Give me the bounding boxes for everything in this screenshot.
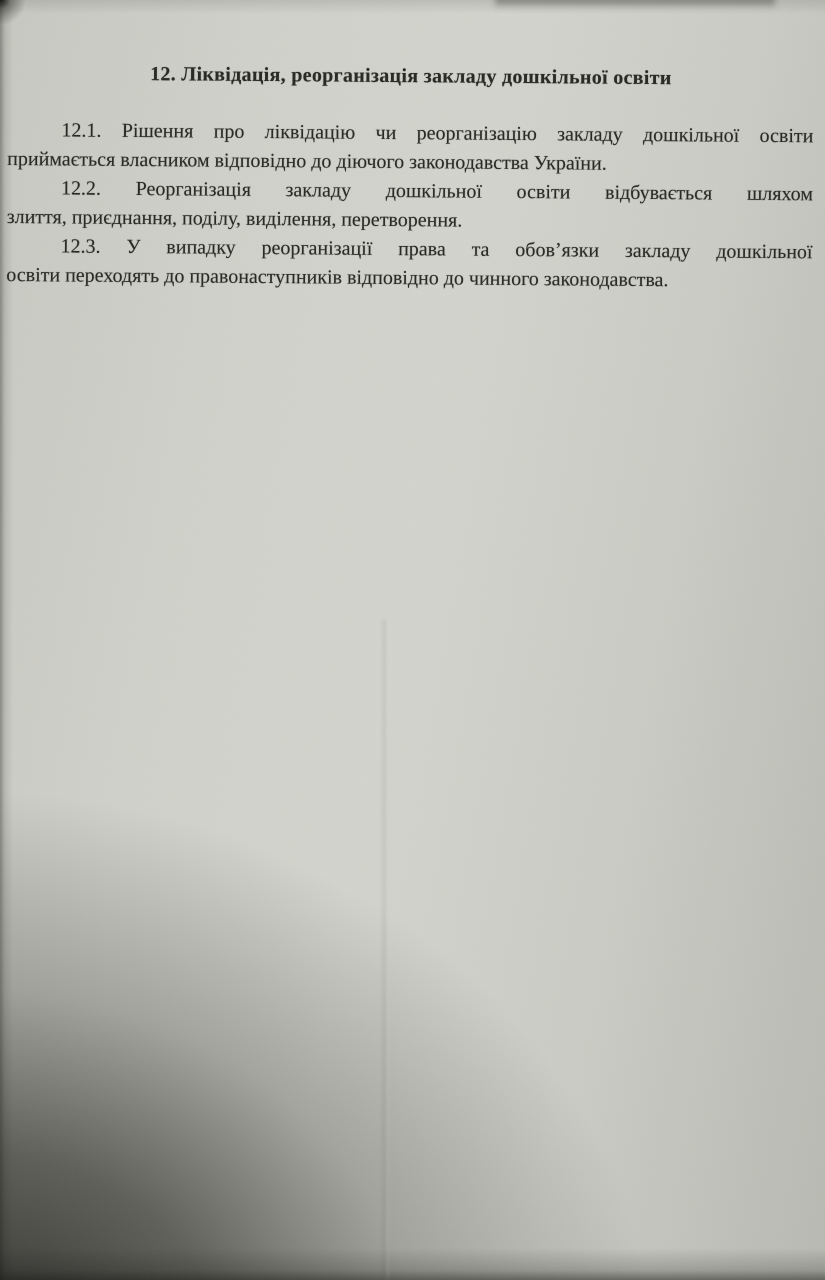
paragraph-line: 12.2. Реорганізація закладу дошкільної освіти відбувається шляхом — [60, 177, 814, 206]
paragraph — [6, 232, 812, 296]
paragraph-line: приймається власником відповідно до діючого законодавства України. — [7, 147, 607, 175]
paragraph-line: освіти переходять до правонаступників відповідно до чинного законодавства. — [6, 263, 669, 292]
paragraph — [7, 174, 813, 238]
paragraph-line: злиття, приєднання, поділу, виділення, перетворення. — [6, 205, 463, 232]
paper-edge-shadow-top — [495, 0, 775, 9]
paragraphs — [6, 116, 813, 296]
section-heading: 12. Ліквідація, реорганізація закладу дошкільної освіти — [150, 63, 672, 90]
paragraph-line: 12.3. У випадку реорганізації права та обов’язки закладу дошкільної — [60, 235, 813, 264]
paragraph-line: 12.1. Рішення про ліквідацію чи реорганізацію закладу дошкільної освіти — [61, 119, 814, 148]
paper-crease — [381, 620, 390, 1280]
page-content — [6, 59, 814, 296]
paragraph — [7, 116, 813, 180]
